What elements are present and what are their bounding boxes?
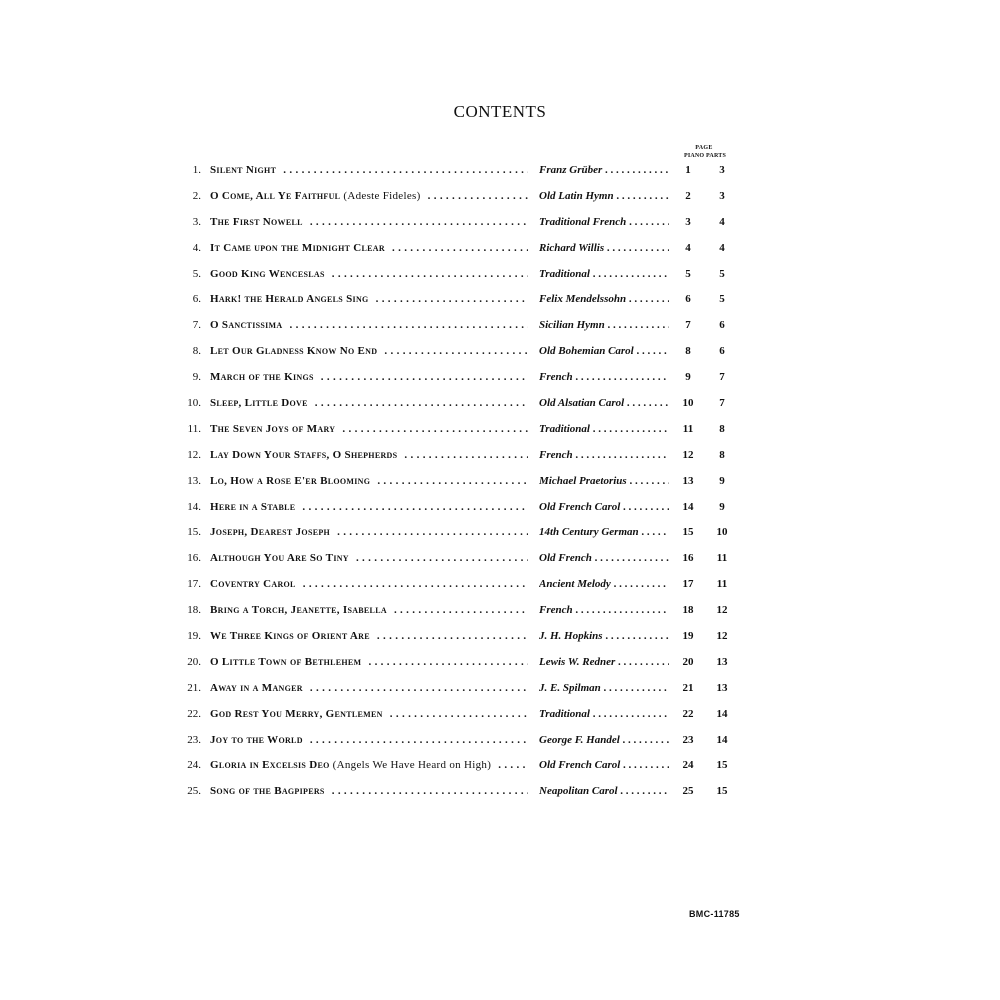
entry-page: 24 xyxy=(682,759,694,772)
entry-title-wrap xyxy=(210,630,374,642)
entry-title-wrap xyxy=(210,319,286,331)
entry-page: 9 xyxy=(685,371,691,384)
entry-composer xyxy=(539,501,669,513)
entry-composer xyxy=(539,319,669,331)
entry-title: March of the Kings xyxy=(210,371,314,384)
entry-composer-text: J. E. Spilman xyxy=(539,681,601,694)
entry-title-leader xyxy=(210,242,528,254)
entry-composer xyxy=(539,759,669,771)
entry-composer xyxy=(539,268,669,280)
entry-title-wrap xyxy=(210,682,307,694)
entry-title: Coventry Carol xyxy=(210,578,296,591)
entry-piano-part-page: 9 xyxy=(719,474,725,487)
entry-title-leader xyxy=(210,708,528,720)
contents-row xyxy=(0,340,1000,366)
entry-page: 18 xyxy=(682,604,694,617)
contents-row xyxy=(0,211,1000,237)
entry-title-leader xyxy=(210,319,528,331)
entry-piano-part-page: 11 xyxy=(716,578,728,591)
entry-number: 10. xyxy=(187,397,201,410)
entry-title-wrap xyxy=(210,708,387,720)
entry-title-leader xyxy=(210,552,528,564)
contents-row xyxy=(0,288,1000,314)
entry-composer xyxy=(539,526,669,538)
entry-piano-part-page: 5 xyxy=(719,267,725,280)
contents-row xyxy=(0,780,1000,806)
entry-page: 22 xyxy=(682,707,694,720)
entry-page: 20 xyxy=(682,655,694,668)
entry-piano-part-page: 10 xyxy=(716,526,728,539)
contents-row xyxy=(0,314,1000,340)
entry-title: O Sanctissima xyxy=(210,319,283,332)
entry-number: 16. xyxy=(187,552,201,565)
entry-title-wrap xyxy=(210,423,339,435)
entry-title-leader xyxy=(210,682,528,694)
entry-composer xyxy=(539,604,669,616)
entry-composer-text: J. H. Hopkins xyxy=(539,630,603,643)
entry-piano-part-page: 3 xyxy=(719,189,725,202)
entry-title: O Come, All Ye Faithful xyxy=(210,189,341,202)
entry-number: 24. xyxy=(187,759,201,772)
entry-piano-part-page: 14 xyxy=(716,707,728,720)
contents-row xyxy=(0,599,1000,625)
entry-composer-text: Michael Praetorius xyxy=(539,474,627,487)
contents-row xyxy=(0,237,1000,263)
entry-composer-text: Felix Mendelssohn xyxy=(539,293,627,306)
entry-number: 5. xyxy=(192,267,201,280)
page-title: CONTENTS xyxy=(453,102,547,121)
entry-subtitle: (Adeste Fideles) xyxy=(343,189,421,202)
entry-page: 16 xyxy=(682,552,694,565)
entry-title-leader xyxy=(210,268,528,280)
entry-title: Joseph, Dearest Joseph xyxy=(210,526,331,539)
entry-composer xyxy=(539,578,669,590)
entry-title-leader xyxy=(210,526,528,538)
entry-composer xyxy=(539,656,669,668)
contents-row xyxy=(0,392,1000,418)
entry-number: 1. xyxy=(192,164,201,176)
entry-number: 4. xyxy=(192,241,201,254)
entry-composer xyxy=(539,785,669,797)
entry-page: 17 xyxy=(682,578,694,591)
entry-page: 5 xyxy=(685,267,691,280)
entry-subtitle: (Angels We Have Heard on High) xyxy=(332,759,492,772)
entry-composer-text: Lewis W. Redner xyxy=(539,655,616,668)
entry-title: Lay Down Your Staffs, O Shepherds xyxy=(210,448,398,461)
entry-composer-text: Traditional xyxy=(539,707,590,720)
entry-piano-part-page: 15 xyxy=(716,785,728,798)
entry-number: 12. xyxy=(187,448,201,461)
entry-page: 3 xyxy=(685,215,691,228)
contents-row xyxy=(0,418,1000,444)
contents-row xyxy=(0,703,1000,729)
entry-composer-text: French xyxy=(539,371,573,384)
contents-row xyxy=(0,625,1000,651)
entry-title: Gloria in Excelsis Deo xyxy=(210,759,330,772)
entry-title: The First Nowell xyxy=(210,215,303,228)
entry-title: God Rest You Merry, Gentlemen xyxy=(210,707,383,720)
entry-title: We Three Kings of Orient Are xyxy=(210,630,370,643)
entry-number: 7. xyxy=(192,319,201,332)
contents-row xyxy=(0,729,1000,755)
entry-title-leader xyxy=(210,423,528,435)
entry-title-leader xyxy=(210,216,528,228)
entry-title-wrap xyxy=(210,785,329,797)
contents-row xyxy=(0,470,1000,496)
entry-title-wrap xyxy=(210,216,307,228)
entry-title-leader xyxy=(210,604,528,616)
entry-number: 20. xyxy=(187,655,201,668)
entry-title-wrap xyxy=(210,242,389,254)
entry-title-wrap xyxy=(210,293,373,305)
entry-title-leader xyxy=(210,759,528,771)
entry-page: 10 xyxy=(682,397,694,410)
entry-title: Here in a Stable xyxy=(210,500,296,513)
entry-title: Bring a Torch, Jeanette, Isabella xyxy=(210,604,387,617)
entry-number: 19. xyxy=(187,630,201,643)
entry-title: Although You Are So Tiny xyxy=(210,552,349,565)
entry-composer xyxy=(539,371,669,383)
entry-title-wrap xyxy=(210,345,381,357)
entry-composer xyxy=(539,552,669,564)
entry-title-leader xyxy=(210,449,528,461)
entry-page: 8 xyxy=(685,345,691,358)
entry-title-leader xyxy=(210,164,528,176)
entry-composer xyxy=(539,293,669,305)
entry-page: 4 xyxy=(685,241,691,254)
entry-page: 13 xyxy=(682,474,694,487)
entry-piano-part-page: 13 xyxy=(716,681,728,694)
entry-composer-text: Richard Willis xyxy=(539,241,605,254)
entry-title: Away in a Manger xyxy=(210,681,303,694)
entry-number: 14. xyxy=(187,500,201,513)
entry-composer-text: Traditional xyxy=(539,422,590,435)
entry-page: 14 xyxy=(682,500,694,513)
entry-title-leader xyxy=(210,578,528,590)
contents-row xyxy=(0,521,1000,547)
contents-row xyxy=(0,573,1000,599)
entry-title: The Seven Joys of Mary xyxy=(210,422,336,435)
entry-title-wrap xyxy=(210,190,425,202)
entry-page: 1 xyxy=(685,164,691,176)
entry-title-wrap xyxy=(210,501,299,513)
entry-page: 7 xyxy=(685,319,691,332)
contents-row xyxy=(0,677,1000,703)
entry-piano-part-page: 9 xyxy=(719,500,725,513)
entry-piano-part-page: 8 xyxy=(719,448,725,461)
entry-piano-part-page: 15 xyxy=(716,759,728,772)
entry-title: Let Our Gladness Know No End xyxy=(210,345,378,358)
entry-title-wrap xyxy=(210,604,391,616)
entry-piano-part-page: 8 xyxy=(719,422,725,435)
entry-piano-part-page: 7 xyxy=(719,397,725,410)
entry-title-wrap xyxy=(210,734,307,746)
entry-page: 12 xyxy=(682,448,694,461)
entry-composer xyxy=(539,423,669,435)
entry-number: 18. xyxy=(187,604,201,617)
entry-composer xyxy=(539,630,669,642)
entry-composer-text: Ancient Melody xyxy=(539,578,611,591)
entry-composer-text: Old Latin Hymn xyxy=(539,189,614,202)
entry-title: Hark! the Herald Angels Sing xyxy=(210,293,369,306)
entry-title-wrap xyxy=(210,578,300,590)
entry-number: 6. xyxy=(192,293,201,306)
entry-piano-part-page: 4 xyxy=(719,241,725,254)
entry-piano-part-page: 4 xyxy=(719,215,725,228)
entry-page: 2 xyxy=(685,189,691,202)
entry-title: Silent Night xyxy=(210,164,277,176)
entry-composer xyxy=(539,475,669,487)
entry-page: 23 xyxy=(682,733,694,746)
entry-title-leader xyxy=(210,345,528,357)
entry-title-leader xyxy=(210,630,528,642)
entry-title-wrap xyxy=(210,526,334,538)
entry-page: 21 xyxy=(682,681,694,694)
entry-title-wrap xyxy=(210,552,353,564)
entry-title-wrap xyxy=(210,759,495,771)
entry-composer-text: Old French Carol xyxy=(539,500,621,513)
entry-title: It Came upon the Midnight Clear xyxy=(210,241,385,254)
entry-title: Song of the Bagpipers xyxy=(210,785,325,798)
entry-number: 25. xyxy=(187,785,201,798)
entry-page: 25 xyxy=(682,785,694,798)
entry-title-leader xyxy=(210,293,528,305)
entry-composer xyxy=(539,397,669,409)
catalog-code: BMC-11785 xyxy=(689,909,740,919)
entry-title-wrap xyxy=(210,475,374,487)
entry-title-wrap xyxy=(210,449,401,461)
entry-number: 9. xyxy=(192,371,201,384)
entry-piano-part-page: 7 xyxy=(719,371,725,384)
entry-title-leader xyxy=(210,656,528,668)
entry-composer xyxy=(539,242,669,254)
entry-number: 8. xyxy=(192,345,201,358)
entry-number: 22. xyxy=(187,707,201,720)
contents-row xyxy=(0,444,1000,470)
contents-list xyxy=(0,159,1000,806)
entry-title-leader xyxy=(210,397,528,409)
entry-title: Lo, How a Rose E'er Blooming xyxy=(210,474,371,487)
entry-piano-part-page: 3 xyxy=(719,164,725,176)
entry-composer xyxy=(539,708,669,720)
entry-title: O Little Town of Bethlehem xyxy=(210,655,362,668)
entry-composer xyxy=(539,216,669,228)
entry-composer-text: Old Bohemian Carol xyxy=(539,345,634,358)
entry-composer-text: Neapolitan Carol xyxy=(539,785,618,798)
entry-composer-text: Franz Grüber xyxy=(539,164,603,176)
entry-title-leader xyxy=(210,501,528,513)
entry-title: Joy to the World xyxy=(210,733,303,746)
entry-piano-part-page: 11 xyxy=(716,552,728,565)
contents-row xyxy=(0,754,1000,780)
entry-composer-text: Old French xyxy=(539,552,592,565)
entry-title: Good King Wenceslas xyxy=(210,267,325,280)
entry-composer-text: 14th Century German xyxy=(539,526,639,539)
entry-number: 2. xyxy=(192,189,201,202)
entry-title-leader xyxy=(210,371,528,383)
entry-piano-part-page: 12 xyxy=(716,604,728,617)
entry-page: 15 xyxy=(682,526,694,539)
entry-composer xyxy=(539,164,669,176)
entry-composer xyxy=(539,682,669,694)
entry-piano-part-page: 12 xyxy=(716,630,728,643)
entry-piano-part-page: 13 xyxy=(716,655,728,668)
entry-title: Sleep, Little Dove xyxy=(210,397,308,410)
entry-number: 13. xyxy=(187,474,201,487)
entry-title-wrap xyxy=(210,371,318,383)
entry-piano-part-page: 6 xyxy=(719,345,725,358)
entry-title-wrap xyxy=(210,397,312,409)
contents-row xyxy=(0,547,1000,573)
contents-row xyxy=(0,263,1000,289)
entry-composer xyxy=(539,190,669,202)
entry-composer-text: French xyxy=(539,604,573,617)
entry-title-leader xyxy=(210,734,528,746)
entry-composer-text: George F. Handel xyxy=(539,733,620,746)
entry-number: 11. xyxy=(187,422,201,435)
entry-number: 21. xyxy=(187,681,201,694)
entry-composer xyxy=(539,345,669,357)
contents-row xyxy=(0,159,1000,185)
page-column-header: PAGE xyxy=(695,145,713,151)
entry-title-leader xyxy=(210,475,528,487)
entry-title-wrap xyxy=(210,268,329,280)
entry-composer-text: Traditional French xyxy=(539,215,627,228)
entry-number: 3. xyxy=(192,215,201,228)
entry-number: 17. xyxy=(187,578,201,591)
contents-row xyxy=(0,651,1000,677)
entry-composer xyxy=(539,734,669,746)
entry-piano-part-page: 5 xyxy=(719,293,725,306)
entry-number: 23. xyxy=(187,733,201,746)
entry-piano-part-page: 14 xyxy=(716,733,728,746)
entry-composer-text: Old French Carol xyxy=(539,759,621,772)
entry-piano-part-page: 6 xyxy=(719,319,725,332)
piano-parts-column-header: PIANO PARTS xyxy=(683,153,727,159)
entry-title-leader xyxy=(210,190,528,202)
contents-row xyxy=(0,366,1000,392)
entry-page: 19 xyxy=(682,630,694,643)
entry-page: 11 xyxy=(682,422,694,435)
entry-number: 15. xyxy=(187,526,201,539)
entry-composer-text: Traditional xyxy=(539,267,590,280)
entry-title-wrap xyxy=(210,656,365,668)
contents-row xyxy=(0,496,1000,522)
entry-title-leader xyxy=(210,785,528,797)
entry-composer-text: Sicilian Hymn xyxy=(539,319,605,332)
entry-composer-text: Old Alsatian Carol xyxy=(539,397,625,410)
entry-composer-text: French xyxy=(539,448,573,461)
entry-title-wrap xyxy=(210,164,280,176)
contents-row xyxy=(0,185,1000,211)
entry-composer xyxy=(539,449,669,461)
entry-page: 6 xyxy=(685,293,691,306)
